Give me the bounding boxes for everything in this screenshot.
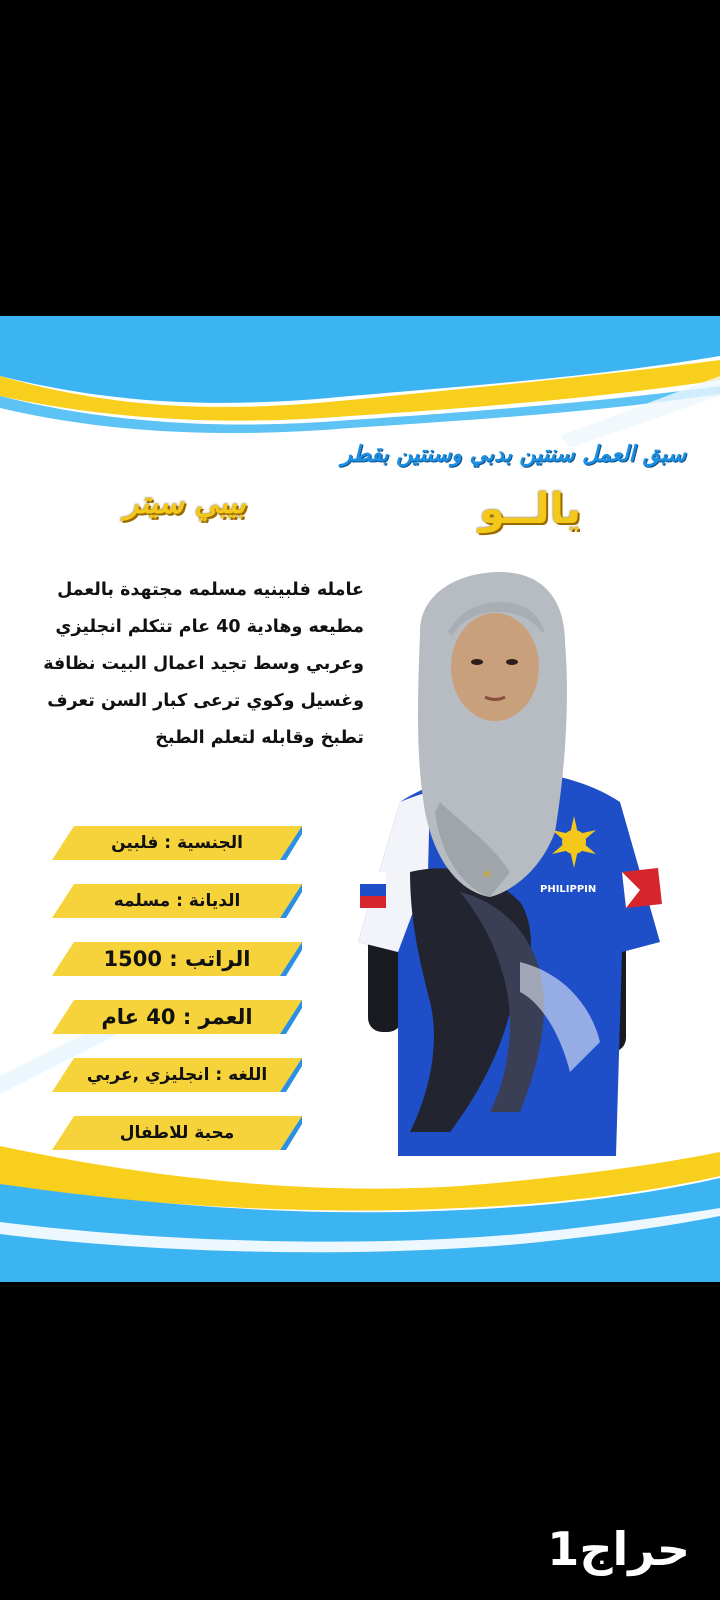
description-line: تطبخ وقابله لتعلم الطبخ: [155, 728, 364, 748]
description-line: عامله فلبينيه مسلمه مجتهدة بالعمل: [57, 580, 364, 600]
tag-language: [52, 1058, 302, 1092]
description-line: مطيعه وهادية 40 عام تتكلم انجليزي: [55, 617, 364, 637]
tag-nationality: [52, 826, 302, 860]
recruitment-poster[interactable]: [0, 316, 720, 1282]
tag-religion: [52, 884, 302, 918]
watermark-logo: حراج1: [547, 1522, 690, 1576]
tag-label: الراتب : 1500: [103, 947, 251, 971]
tag-age: [52, 1000, 302, 1034]
job-title: بيبي سيتر: [124, 486, 246, 521]
worker-name: يالــو: [478, 484, 582, 533]
tag-label: اللغه : انجليزي ,عربي: [86, 1065, 268, 1085]
worker-photo: [340, 572, 680, 1156]
tag-label: الجنسية : فلبين: [111, 833, 243, 853]
tag-salary: [52, 942, 302, 976]
tag-label: محبة للاطفال: [119, 1123, 235, 1143]
description-line: وعربي وسط تجيد اعمال البيت نظافة: [43, 654, 364, 674]
description-line: وغسيل وكوي ترعى كبار السن تعرف: [47, 691, 364, 711]
tag-child-friendly: [52, 1116, 302, 1150]
headline-experience: سبق العمل سنتين بدبي وسنتين بقطر: [341, 442, 686, 467]
worker-description: [20, 572, 364, 757]
tag-label: العمر : 40 عام: [101, 1005, 253, 1029]
tag-label: الديانة : مسلمه: [113, 891, 241, 911]
jersey-text: PHILIPPIN: [540, 884, 597, 895]
info-tags: [52, 826, 302, 1174]
